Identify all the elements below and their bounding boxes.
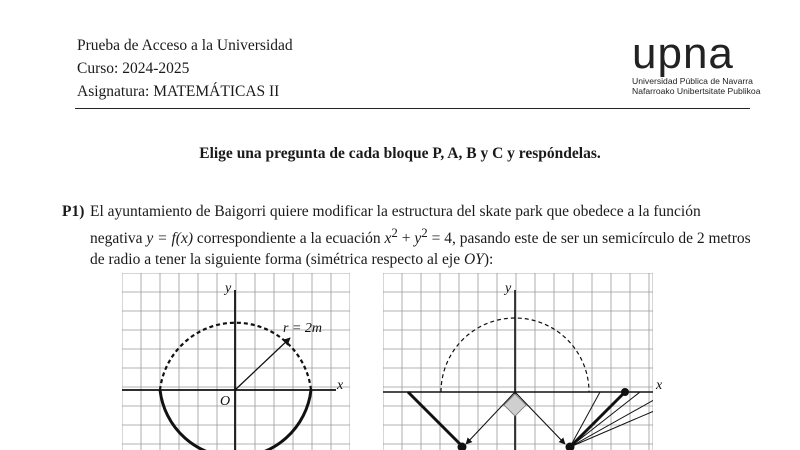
statement-part-1: El ayuntamiento de Baigorri quiere modificar la estructura del skate park que obedece a la función negativa <box>90 203 701 248</box>
logo-subline-es: Universidad Pública de Navarra <box>632 76 753 86</box>
axis-name: OY <box>463 251 484 269</box>
right-axis-point <box>621 388 629 396</box>
statement-part-3: , pasando este de ser un semicírculo de 2 metros de radio a tener la siguiente forma (simétrica respecto al eje <box>90 230 751 269</box>
right-right-bold-line <box>570 392 625 447</box>
right-x-label: x <box>656 378 663 393</box>
instruction-text: Elige una pregunta de cada bloque P, A, B y C y respóndelas. <box>199 145 601 162</box>
right-arrow-to-left-point <box>466 392 515 444</box>
left-x-label: x <box>337 378 344 393</box>
exam-title: Prueba de Acceso a la Universidad <box>77 37 293 54</box>
right-center-diamond <box>504 394 526 416</box>
equation-x: x <box>384 230 392 248</box>
right-arrow-to-right-point <box>515 392 565 444</box>
right-fan-line-4 <box>570 405 668 447</box>
equation-exp-y: 2 <box>421 225 428 240</box>
exam-course: Curso: 2024-2025 <box>77 60 190 77</box>
equation-y: y <box>414 230 422 248</box>
figure-left <box>122 273 350 450</box>
statement-part-2: correspondiente a la ecuación <box>193 230 385 248</box>
problem-label: P1) <box>62 203 85 220</box>
logo-wordmark: upna <box>632 29 734 78</box>
right-y-label: y <box>505 281 512 296</box>
left-origin-label: O <box>220 394 231 409</box>
equation-exp-x: 2 <box>391 225 398 240</box>
left-grid <box>122 273 350 450</box>
right-fan-line-2 <box>570 392 640 447</box>
statement-part-4: ): <box>483 251 494 269</box>
left-radius-label: r = 2m <box>283 321 323 336</box>
equation-plus: + <box>397 230 415 248</box>
left-radius-arrow <box>235 338 290 390</box>
equation-tail: = 4 <box>427 230 452 248</box>
function-expression: y = f(x) <box>146 230 193 248</box>
right-left-bold-line <box>408 392 462 446</box>
logo-subline-eu: Nafarroako Unibertsitate Publikoa <box>632 86 761 96</box>
figure-right <box>383 273 668 450</box>
left-y-label: y <box>225 281 232 296</box>
exam-subject: Asignatura: MATEMÁTICAS II <box>77 83 280 100</box>
